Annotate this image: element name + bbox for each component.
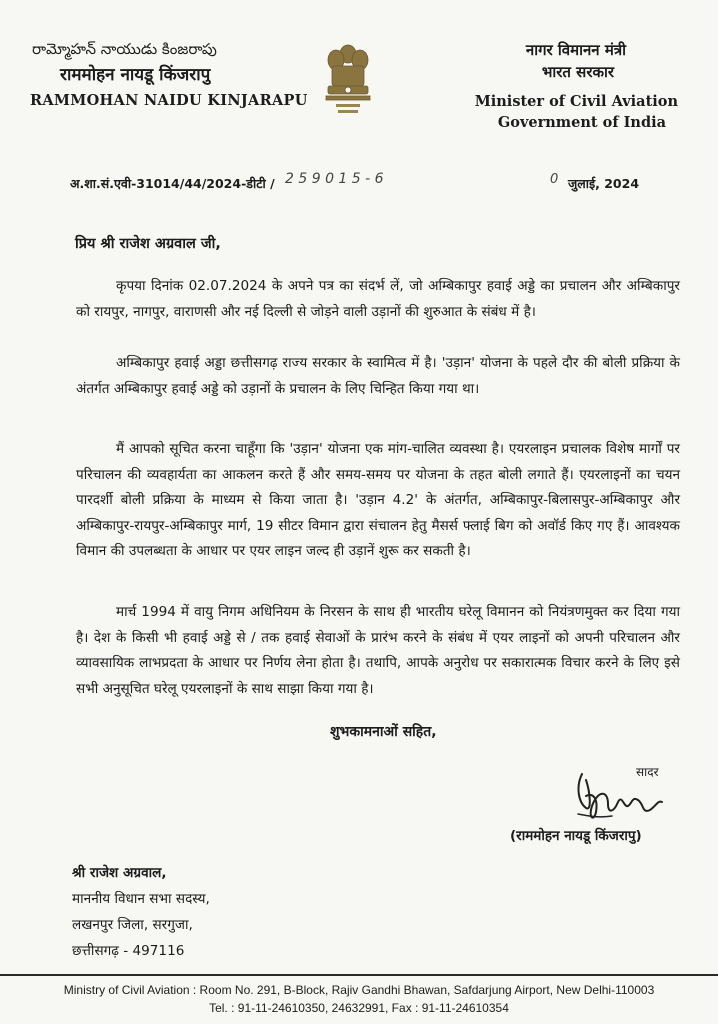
signature-icon: [568, 756, 668, 830]
footer-address: Ministry of Civil Aviation : Room No. 291, B-Block, Rajiv Gandhi Bhawan, Safdarjung Airport, New Delhi-110003: [63, 983, 655, 997]
footer-divider: [0, 974, 718, 976]
paragraph-2: अम्बिकापुर हवाई अड्डा छत्तीसगढ़ राज्य सरकार के स्वामित्व में है। 'उड़ान' योजना के पहले दौर की बोली प्रक्रिया के अंतर्गत अम्बिकापुर हवाई अड्डे को उड़ानों के प्रचालन के लिए चिन्हित किया गया था।: [76, 355, 680, 397]
paragraph-1: कृपया दिनांक 02.07.2024 के अपने पत्र का संदर्भ लें, जो अम्बिकापुर हवाई अड्डे का प्रचालन और अम्बिकापुर को रायपुर, नागपुर, वाराणसी और नई दिल्ली से जोड़ने वाली उड़ानों की शुरुआत के संबंध में है।: [76, 278, 680, 320]
addressee-line-2: लखनपुर जिला, सरगुजा,: [72, 917, 193, 933]
minister-name-english: RAMMOHAN NAIDU KINJARAPU: [30, 92, 308, 109]
signatory-name: (राममोहन नायडू किंजरापु): [510, 828, 642, 844]
date-handwritten-day: 0: [550, 172, 559, 187]
minister-name-hindi: राममोहन नायडू किंजरापु: [60, 65, 211, 85]
government-english: Government of India: [497, 114, 666, 131]
addressee-name: श्री राजेश अग्रवाल,: [72, 865, 167, 881]
minister-title-hindi: नागर विमानन मंत्री: [525, 41, 626, 59]
addressee-line-3: छत्तीसगढ़ - 497116: [72, 943, 185, 959]
sadar-note: सादर: [636, 765, 659, 779]
reference-handwritten-number: 2 5 9 0 1 5 - 6: [285, 171, 384, 187]
footer-contact: Tel. : 91-11-24610350, 24632991, Fax : 91-11-24610354: [209, 1001, 509, 1015]
national-emblem-icon: [318, 40, 378, 126]
reference-number: अ.शा.सं.एवी-31014/44/2024-डीटी /: [70, 176, 275, 191]
addressee-line-1: माननीय विधान सभा सदस्य,: [72, 891, 210, 907]
paragraph-4: मार्च 1994 में वायु निगम अधिनियम के निरसन के साथ ही भारतीय घरेलू विमानन को नियंत्रणमुक्त कर दिया गया है। देश के किसी भी हवाई अड्डे से / तक हवाई सेवाओं के प्रारंभ करने के संबंध में एयर लाइनों को अपनी परिचालन और व्यावसायिक लाभप्रदता के आधार पर निर्णय लेना होता है। तथापि, आपके अनुरोध पर सकारात्मक विचार करने के लिए इसे सभी अनुसूचित घरेलू एयरलाइनों के साथ साझा किया गया है।: [76, 604, 680, 697]
salutation: प्रिय श्री राजेश अग्रवाल जी,: [75, 236, 221, 252]
government-hindi: भारत सरकार: [541, 63, 614, 81]
paragraph-3: मैं आपको सूचित करना चाहूँगा कि 'उड़ान' योजना एक मांग-चालित व्यवस्था है। एयरलाइन प्रचालक विशेष मार्गों पर परिचालन की व्यवहार्यता का आकलन करते हैं और समय-समय पर योजना के तहत बोली लगाते हैं। एयरलाइनों का चयन पारदर्शी बोली प्रक्रिया के माध्यम से किया जाता है। 'उड़ान 4.2' के अंतर्गत, अम्बिकापुर-बिलासपुर-अम्बिकापुर और अम्बिकापुर-रायपुर-अम्बिकापुर मार्ग, 19 सीटर विमान द्वारा संचालन हेतु मैसर्स फ्लाई बिग को अवॉर्ड किए गए हैं। आवश्यक विमान की उपलब्धता के आधार पर एयर लाइन जल्द ही उड़ानें शुरू कर सकती है।: [76, 441, 680, 559]
closing: शुभकामनाओं सहित,: [330, 724, 437, 740]
minister-title-english: Minister of Civil Aviation: [474, 93, 678, 110]
letter-date: जुलाई, 2024: [568, 176, 640, 191]
minister-name-telugu: రామ్మోహన్ నాయుడు కింజరాపు: [32, 40, 217, 58]
